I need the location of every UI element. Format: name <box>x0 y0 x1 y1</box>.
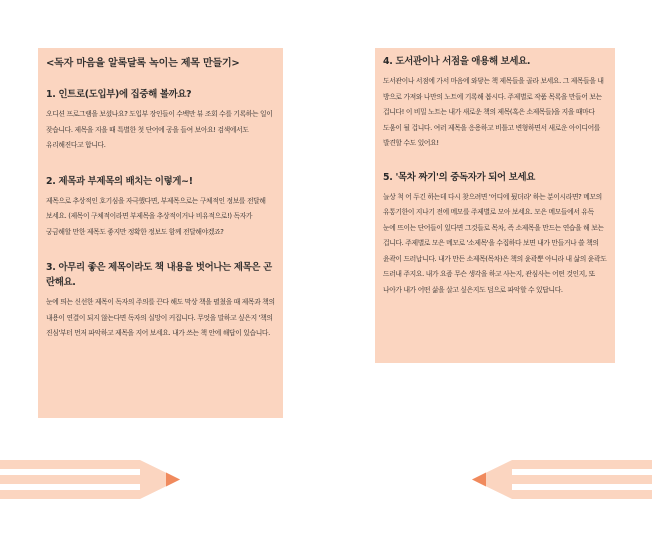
section-heading-3: 3. 아무리 좋은 제목이라도 책 내용을 벗어나는 제목은 곤란해요. <box>46 262 272 288</box>
pencil-stripe <box>512 490 652 499</box>
section-body-4: 도서관이나 서점에 가서 마음에 와닿는 책 제목들을 골라 보세요. 그 제목들을 내 방으로 가져와 나만의 노트에 기록해 봅시다. 주제별로 작품 목록을 만들어 보는 겁니다! 이 비밀 노트는 내가 새로운 책의 제목(혹은 소제목들)을 지을 때마다 도움이 될 겁니다. 여러 제목을 응용하고 비틀고 변형하면서 새로운 아이디어를 발견할 수도 있어요! <box>383 77 604 147</box>
left-pencil-decoration <box>0 455 190 505</box>
section-heading-1: 1. 인트로(도입부)에 집중해 볼까요? <box>46 89 192 100</box>
pencil-stripe <box>0 460 140 469</box>
pencil-stripe <box>512 475 652 484</box>
pencil-tip <box>166 473 180 487</box>
section-body-5: 늘상 척 어 두긴 하는데 다시 찾으려면 '어디에 뒀더라' 하는 분이시라면? 메모의 유통기한이 지나기 전에 메모를 주제별로 모아 보세요. 모은 메모들에서 유독 눈에 뜨이는 단어들이 있다면 그것들로 목차, 즉 소제목을 만드는 연습을 해 보는 겁니다. 주제별로 모은 메모로 '소제목'을 수집하다 보면 내가 만들거나 쓸 책의 윤곽이 드러납니다. 내가 만든 소제목(목차)은 책의 윤곽뿐 아니라 내 삶의 윤곽도 드러내 주지요. 내가 요즘 무슨 생각을 하고 사는지, 관심사는 어떤 것인지, 또 나아가 내가 어떤 삶을 살고 싶은지도 덤으로 파악할 수 있답니다. <box>383 192 607 294</box>
section-body-2: 제목으로 추상적인 호기심을 자극했다면, 부제목으로는 구체적인 정보를 전달해 보세요. (제목이 구체적이라면 부제목을 추상적이거나 비유적으로!) 독자가 궁금해할 만한 제목도 좋지만 정확한 정보도 함께 전달해야겠죠? <box>46 196 266 236</box>
pencil-tip <box>472 473 486 487</box>
pencil-stripe <box>0 475 140 484</box>
pencil-stripe <box>0 490 140 499</box>
section-heading-2: 2. 제목과 부제목의 배치는 이렇게~! <box>46 175 193 187</box>
left-page-panel <box>38 48 283 418</box>
section-body-3: 눈에 띄는 신선한 제목이 독자의 주의를 끈다 해도 막상 책을 펼쳤을 때 제목과 책의 내용이 연결이 되지 않는다면 독자의 실망이 커집니다. 무엇을 말하고 싶은지 '책의 진심'부터 먼저 파악하고 제목을 지어 보세요. 내가 쓰는 책 안에 해답이 있습니다. <box>46 298 275 337</box>
section-body-1: 오디션 프로그램을 보셨나요? 도입부 장인들이 수백만 뷰 조회 수를 기록하는 일이 잦습니다. 제목을 지을 때 특별한 첫 단어에 공을 들여 보아요! 검색에서도 유리해진다고 합니다. <box>46 110 273 149</box>
pencil-stripe <box>512 460 652 469</box>
page-title: <독자 마음을 알록달록 녹이는 제목 만들기> <box>46 58 240 69</box>
section-heading-5: 5. '목차 짜기'의 중독자가 되어 보세요 <box>383 171 536 183</box>
right-page-panel <box>375 48 615 363</box>
section-heading-4: 4. 도서관이나 서점을 애용해 보세요. <box>383 56 531 67</box>
right-pencil-decoration <box>466 455 652 505</box>
